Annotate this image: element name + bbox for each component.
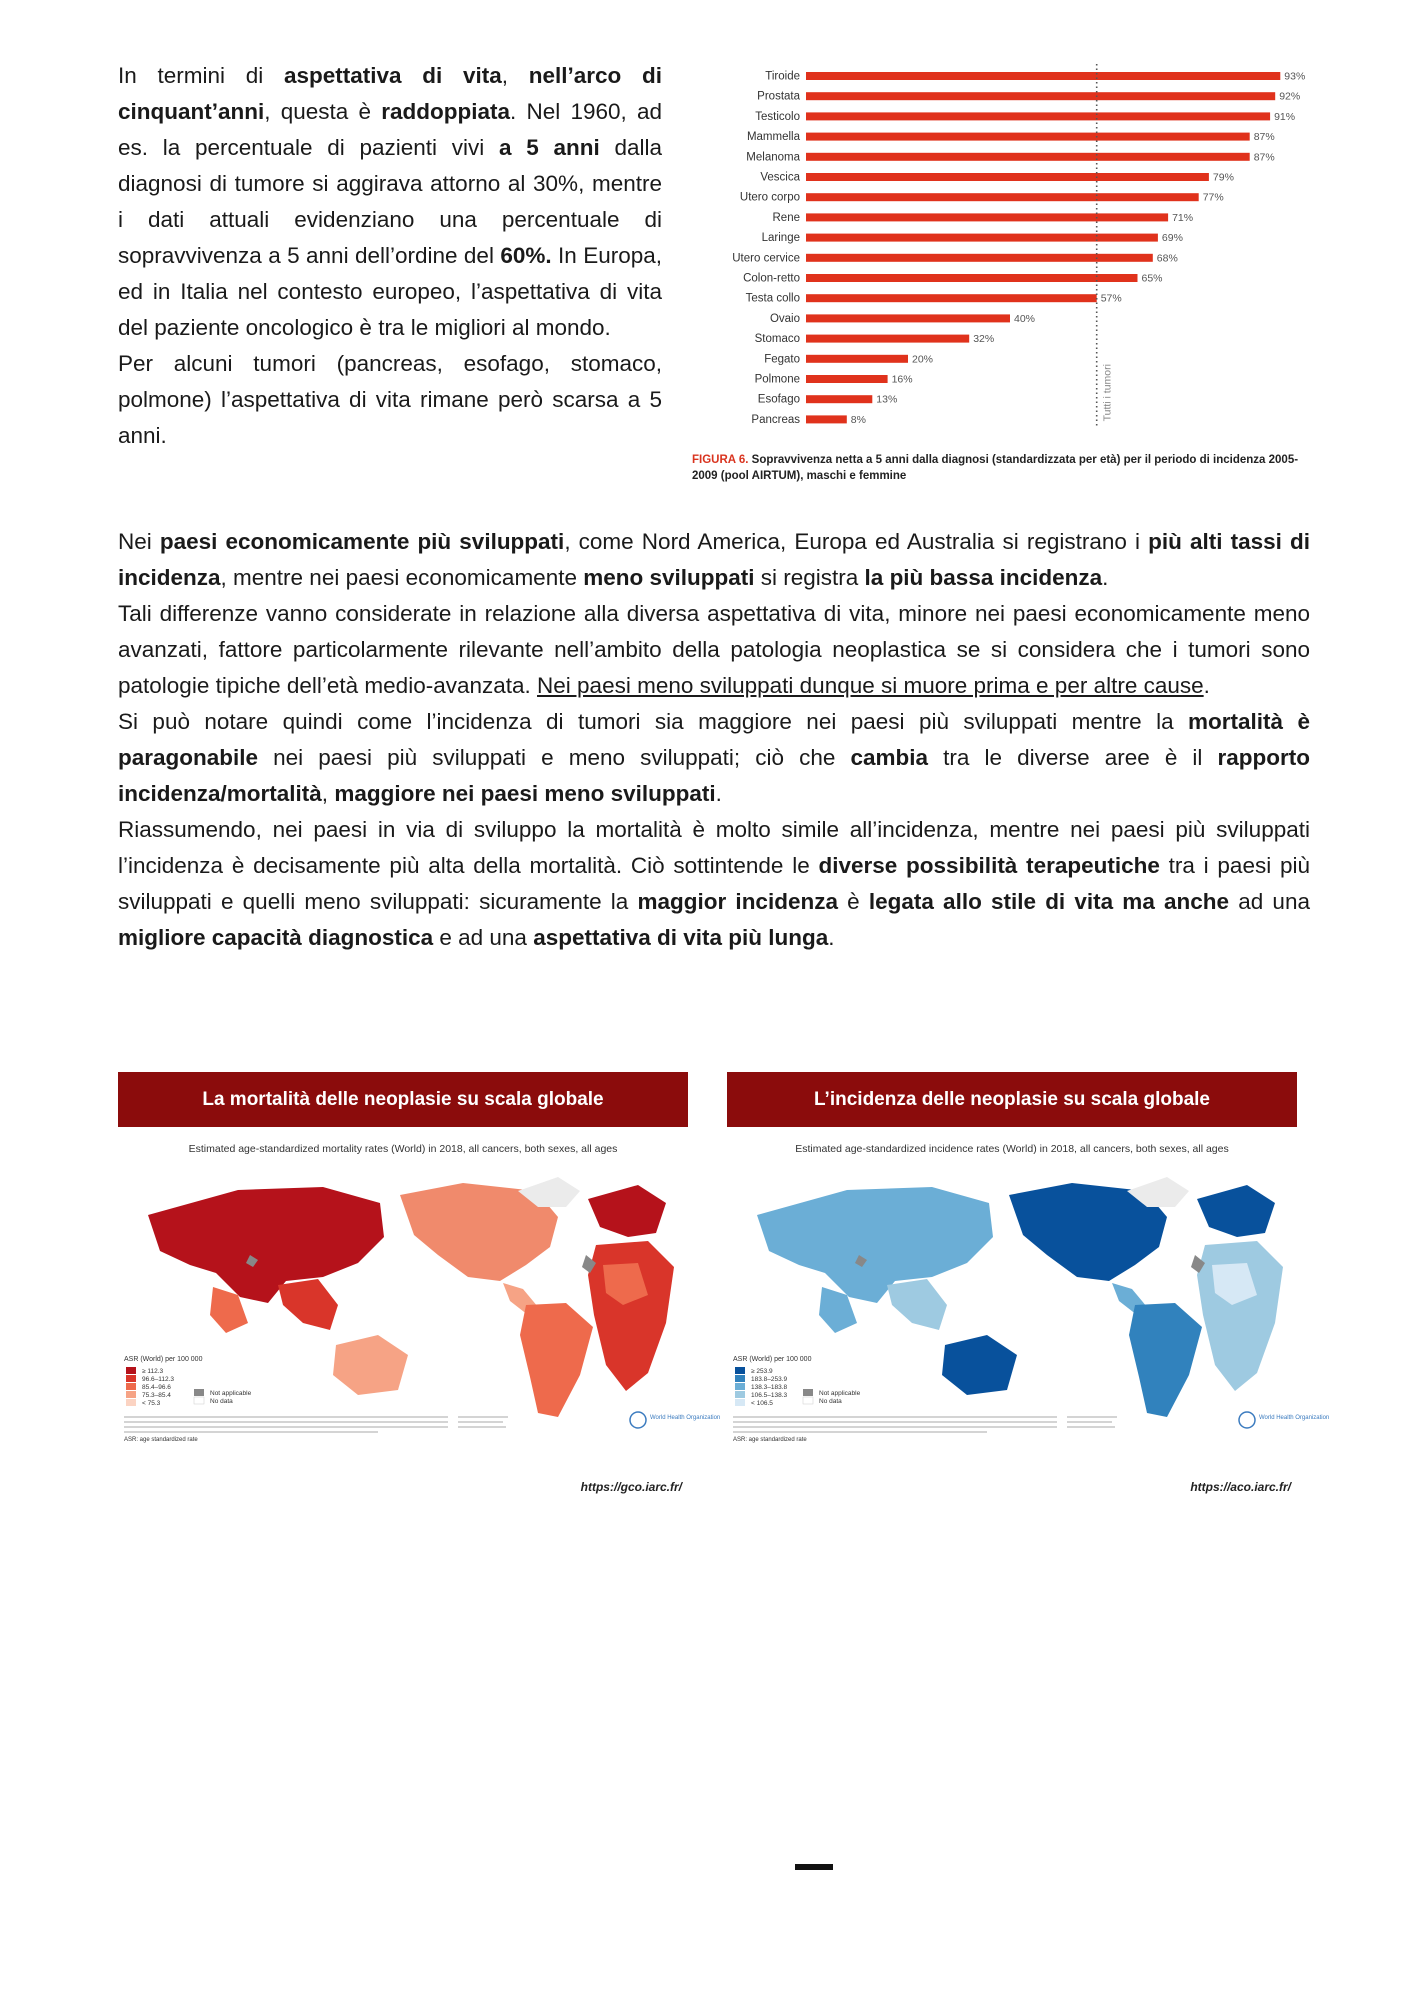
body-paragraph-4 bbox=[118, 812, 1310, 956]
bar-testa-collo bbox=[806, 294, 1097, 302]
text-run: , bbox=[321, 781, 335, 806]
legend-swatch bbox=[126, 1391, 136, 1398]
who-logo-icon bbox=[1239, 1412, 1255, 1428]
bar-rene bbox=[806, 213, 1168, 221]
bar-value-label: 87% bbox=[1253, 131, 1275, 144]
bar-pancreas bbox=[806, 415, 847, 423]
bold-text: meno sviluppati bbox=[583, 565, 755, 590]
mortality-land-masses bbox=[148, 1177, 674, 1417]
incidence-map-card bbox=[727, 1072, 1330, 1494]
asr-note: ASR: age standardized rate bbox=[124, 1437, 198, 1443]
text-run: si registra bbox=[754, 565, 865, 590]
legend-label: Not applicable bbox=[819, 1390, 861, 1397]
bold-text: rapporto incidenza/mortalità bbox=[118, 745, 1311, 806]
underlined-text: Nei paesi meno sviluppati dunque si muore prima e per altre cause bbox=[537, 673, 1204, 698]
bold-text: maggior incidenza bbox=[637, 889, 838, 914]
bar-category-label: Ovaio bbox=[769, 312, 800, 325]
bar-esofago bbox=[806, 395, 872, 403]
text-run: . bbox=[1102, 565, 1109, 590]
text-run: è bbox=[837, 889, 869, 914]
bar-category-label: Esofago bbox=[757, 393, 800, 406]
bar-category-label: Prostata bbox=[757, 90, 800, 103]
bar-category-label: Testicolo bbox=[755, 110, 800, 123]
bold-text: paesi economicamente più sviluppati bbox=[159, 529, 565, 554]
legend-label: < 106.5 bbox=[751, 1400, 773, 1407]
bar-value-label: 32% bbox=[973, 333, 995, 346]
body-paragraph-3 bbox=[118, 704, 1310, 812]
legend-swatch bbox=[735, 1383, 745, 1390]
reference-line-label: Tutti i tumori bbox=[1101, 364, 1114, 422]
text-run: tra i paesi più sviluppati e quelli meno sviluppati: sicuramente la bbox=[118, 853, 1310, 914]
mortality-disclaimer bbox=[124, 1412, 720, 1443]
mortality-source-url: https://gco.iarc.fr/ bbox=[580, 1480, 682, 1494]
incidence-land-masses bbox=[757, 1177, 1283, 1417]
legend-label: 75.3–85.4 bbox=[142, 1392, 171, 1399]
bar-value-label: 69% bbox=[1161, 232, 1183, 245]
legend-swatch bbox=[735, 1399, 745, 1406]
legend-label: 85.4–96.6 bbox=[142, 1384, 171, 1391]
incidence-map-subtitle: Estimated age-standardized incidence rates (World) in 2018, all cancers, both sexes, all ages bbox=[795, 1143, 1229, 1155]
legend-label: ≥ 253.9 bbox=[751, 1368, 773, 1375]
bar-value-label: 71% bbox=[1172, 211, 1194, 224]
bar-category-label: Testa collo bbox=[745, 292, 800, 305]
bar-prostata bbox=[806, 92, 1275, 100]
bold-text: migliore capacità diagnostica bbox=[118, 925, 434, 950]
legend-swatch bbox=[803, 1389, 813, 1396]
bar-colon-retto bbox=[806, 274, 1138, 282]
bold-text: mortalità è paragonabile bbox=[118, 709, 1310, 770]
bar-value-label: 65% bbox=[1141, 272, 1163, 285]
text-run: nei paesi più sviluppati e meno sviluppati; ciò che bbox=[258, 745, 851, 770]
bar-utero-cervice bbox=[806, 254, 1153, 262]
who-logo-icon bbox=[630, 1412, 646, 1428]
bar-category-label: Melanoma bbox=[746, 151, 800, 164]
text-run: , mentre nei paesi economicamente bbox=[220, 565, 584, 590]
bar-ovaio bbox=[806, 314, 1010, 322]
text-run: . bbox=[828, 925, 835, 950]
figure-caption-label: FIGURA 6. bbox=[692, 454, 749, 466]
bold-text: più alti tassi di incidenza bbox=[118, 529, 1311, 590]
bar-melanoma bbox=[806, 153, 1250, 161]
legend-swatch bbox=[126, 1367, 136, 1374]
intro-paragraph-1: In termini di aspettativa di vita, nell’arco di cinquant’anni, questa è raddoppiata. Nel 1960, ad es. la percentuale di pazienti vivi a 5 anni dalla diagnosi di tumore si aggirava attorno al 30%, mentre i dati attuali evidenziano una percentuale di sopravvivenza a 5 anni dell’ordine del 60%. In Europa, ed in Italia nel contesto europeo, l’aspettativa di vita del paziente oncologico è tra le migliori al mondo. bbox=[118, 63, 662, 340]
incidence-source-url: https://aco.iarc.fr/ bbox=[1190, 1480, 1291, 1494]
text-run: tra le diverse aree è il bbox=[928, 745, 1218, 770]
bar-category-label: Utero corpo bbox=[739, 191, 800, 204]
bar-category-label: Fegato bbox=[764, 353, 800, 366]
bar-value-label: 57% bbox=[1100, 292, 1122, 305]
bar-value-label: 8% bbox=[850, 413, 866, 426]
mortality-legend bbox=[124, 1356, 252, 1407]
legend-label: 106.5–138.3 bbox=[751, 1392, 788, 1399]
asr-note: ASR: age standardized rate bbox=[733, 1437, 807, 1443]
bar-category-label: Vescica bbox=[760, 171, 800, 184]
legend-swatch bbox=[126, 1399, 136, 1406]
mortality-map-card bbox=[118, 1072, 721, 1494]
legend-label: < 75.3 bbox=[142, 1400, 161, 1407]
incidence-legend bbox=[733, 1356, 861, 1407]
bar-category-label: Tiroide bbox=[765, 70, 800, 83]
text-run: . bbox=[715, 781, 722, 806]
bar-category-label: Stomaco bbox=[754, 333, 800, 346]
who-label: World Health Organization bbox=[650, 1415, 721, 1421]
intro-text bbox=[118, 58, 662, 454]
legend-swatch bbox=[126, 1375, 136, 1382]
bar-vescica bbox=[806, 173, 1209, 181]
mortality-world-map bbox=[118, 1155, 721, 1455]
bold-text: diverse possibilità terapeutiche bbox=[818, 853, 1160, 878]
legend-label: No data bbox=[210, 1398, 233, 1405]
legend-title: ASR (World) per 100 000 bbox=[733, 1356, 812, 1363]
intro-paragraph-2: Per alcuni tumori (pancreas, esofago, stomaco, polmone) l’aspettativa di vita rimane però scarsa a 5 anni. bbox=[118, 351, 662, 448]
legend-swatch bbox=[735, 1367, 745, 1374]
survival-bar-chart bbox=[696, 64, 1306, 449]
legend-swatch bbox=[194, 1389, 204, 1396]
bar-value-label: 92% bbox=[1279, 90, 1301, 103]
text-run: , come Nord America, Europa ed Australia si registrano i bbox=[564, 529, 1149, 554]
mortality-map-title: La mortalità delle neoplasie su scala globale bbox=[118, 1072, 688, 1127]
bar-fegato bbox=[806, 355, 908, 363]
legend-label: 183.8–253.9 bbox=[751, 1376, 788, 1383]
legend-swatch bbox=[194, 1397, 204, 1404]
legend-swatch bbox=[803, 1397, 813, 1404]
text-run: ad una bbox=[1229, 889, 1310, 914]
bar-value-label: 91% bbox=[1274, 110, 1296, 123]
bar-value-label: 68% bbox=[1156, 252, 1178, 265]
bar-category-label: Pancreas bbox=[751, 413, 800, 426]
bar-category-label: Rene bbox=[772, 211, 800, 224]
bold-text: legata allo stile di vita ma anche bbox=[868, 889, 1230, 914]
bar-category-label: Colon-retto bbox=[743, 272, 800, 285]
text-run: e ad una bbox=[433, 925, 534, 950]
body-paragraph-1 bbox=[118, 524, 1310, 596]
figure-caption bbox=[692, 452, 1322, 484]
bold-text: la più bassa incidenza bbox=[864, 565, 1103, 590]
legend-label: Not applicable bbox=[210, 1390, 252, 1397]
legend-swatch bbox=[735, 1375, 745, 1382]
survival-chart-svg bbox=[696, 64, 1306, 444]
bar-category-label: Polmone bbox=[754, 373, 800, 386]
bar-value-label: 16% bbox=[891, 373, 913, 386]
text-run: Riassumendo, nei paesi in via di sviluppo la mortalità è molto simile all’incidenza, mentre nei paesi più sviluppati l’incidenza è decisamente più alta della mortalità. Ciò sottintende le bbox=[118, 817, 1310, 878]
legend-label: 96.6–112.3 bbox=[142, 1376, 175, 1383]
legend-label: ≥ 112.3 bbox=[142, 1368, 164, 1375]
bar-tiroide bbox=[806, 72, 1280, 80]
text-run: Si può notare quindi come l’incidenza di tumori sia maggiore nei paesi più sviluppati mentre la bbox=[118, 709, 1189, 734]
bar-value-label: 77% bbox=[1202, 191, 1224, 204]
bar-value-label: 79% bbox=[1212, 171, 1234, 184]
legend-swatch bbox=[126, 1383, 136, 1390]
page-number-mark bbox=[795, 1864, 833, 1870]
bar-stomaco bbox=[806, 335, 969, 343]
bar-utero-corpo bbox=[806, 193, 1199, 201]
bar-laringe bbox=[806, 234, 1158, 242]
bar-value-label: 13% bbox=[876, 393, 898, 406]
bar-category-label: Mammella bbox=[746, 131, 800, 144]
bar-category-label: Utero cervice bbox=[732, 252, 800, 265]
body-paragraph-2 bbox=[118, 596, 1310, 704]
incidence-world-map bbox=[727, 1155, 1330, 1455]
bar-value-label: 87% bbox=[1253, 151, 1275, 164]
bar-mammella bbox=[806, 133, 1250, 141]
text-run: Tali differenze vanno considerate in relazione alla diversa aspettativa di vita, minore nei paesi economicamente meno avanzati, fattore particolarmente rilevante nell’ambito della patologia neoplastica se si considera che i tumori sono patologie tipiche dell’età medio-avanzata. bbox=[118, 601, 1310, 698]
legend-label: 138.3–183.8 bbox=[751, 1384, 788, 1391]
incidence-disclaimer bbox=[733, 1412, 1329, 1443]
bar-polmone bbox=[806, 375, 888, 383]
bar-value-label: 40% bbox=[1014, 312, 1036, 325]
bar-value-label: 93% bbox=[1284, 70, 1306, 83]
mortality-map-subtitle: Estimated age-standardized mortality rates (World) in 2018, all cancers, both sexes, all ages bbox=[188, 1143, 618, 1155]
text-run: . bbox=[1203, 673, 1210, 698]
bold-text: maggiore nei paesi meno sviluppati bbox=[334, 781, 716, 806]
legend-title: ASR (World) per 100 000 bbox=[124, 1356, 203, 1363]
who-label: World Health Organization bbox=[1259, 1415, 1330, 1421]
bar-testicolo bbox=[806, 112, 1270, 120]
legend-label: No data bbox=[819, 1398, 842, 1405]
bar-value-label: 20% bbox=[912, 353, 934, 366]
bold-text: aspettativa di vita più lunga bbox=[533, 925, 829, 950]
text-run: Nei bbox=[118, 529, 160, 554]
figure-caption-text: Sopravvivenza netta a 5 anni dalla diagnosi (standardizzata per età) per il periodo di incidenza 2005-2009 (pool AIRTUM), maschi e femmine bbox=[692, 454, 1299, 482]
bold-text: cambia bbox=[850, 745, 929, 770]
legend-swatch bbox=[735, 1391, 745, 1398]
body-text bbox=[118, 524, 1310, 956]
bar-category-label: Laringe bbox=[761, 232, 800, 245]
incidence-map-title: L’incidenza delle neoplasie su scala globale bbox=[727, 1072, 1297, 1127]
